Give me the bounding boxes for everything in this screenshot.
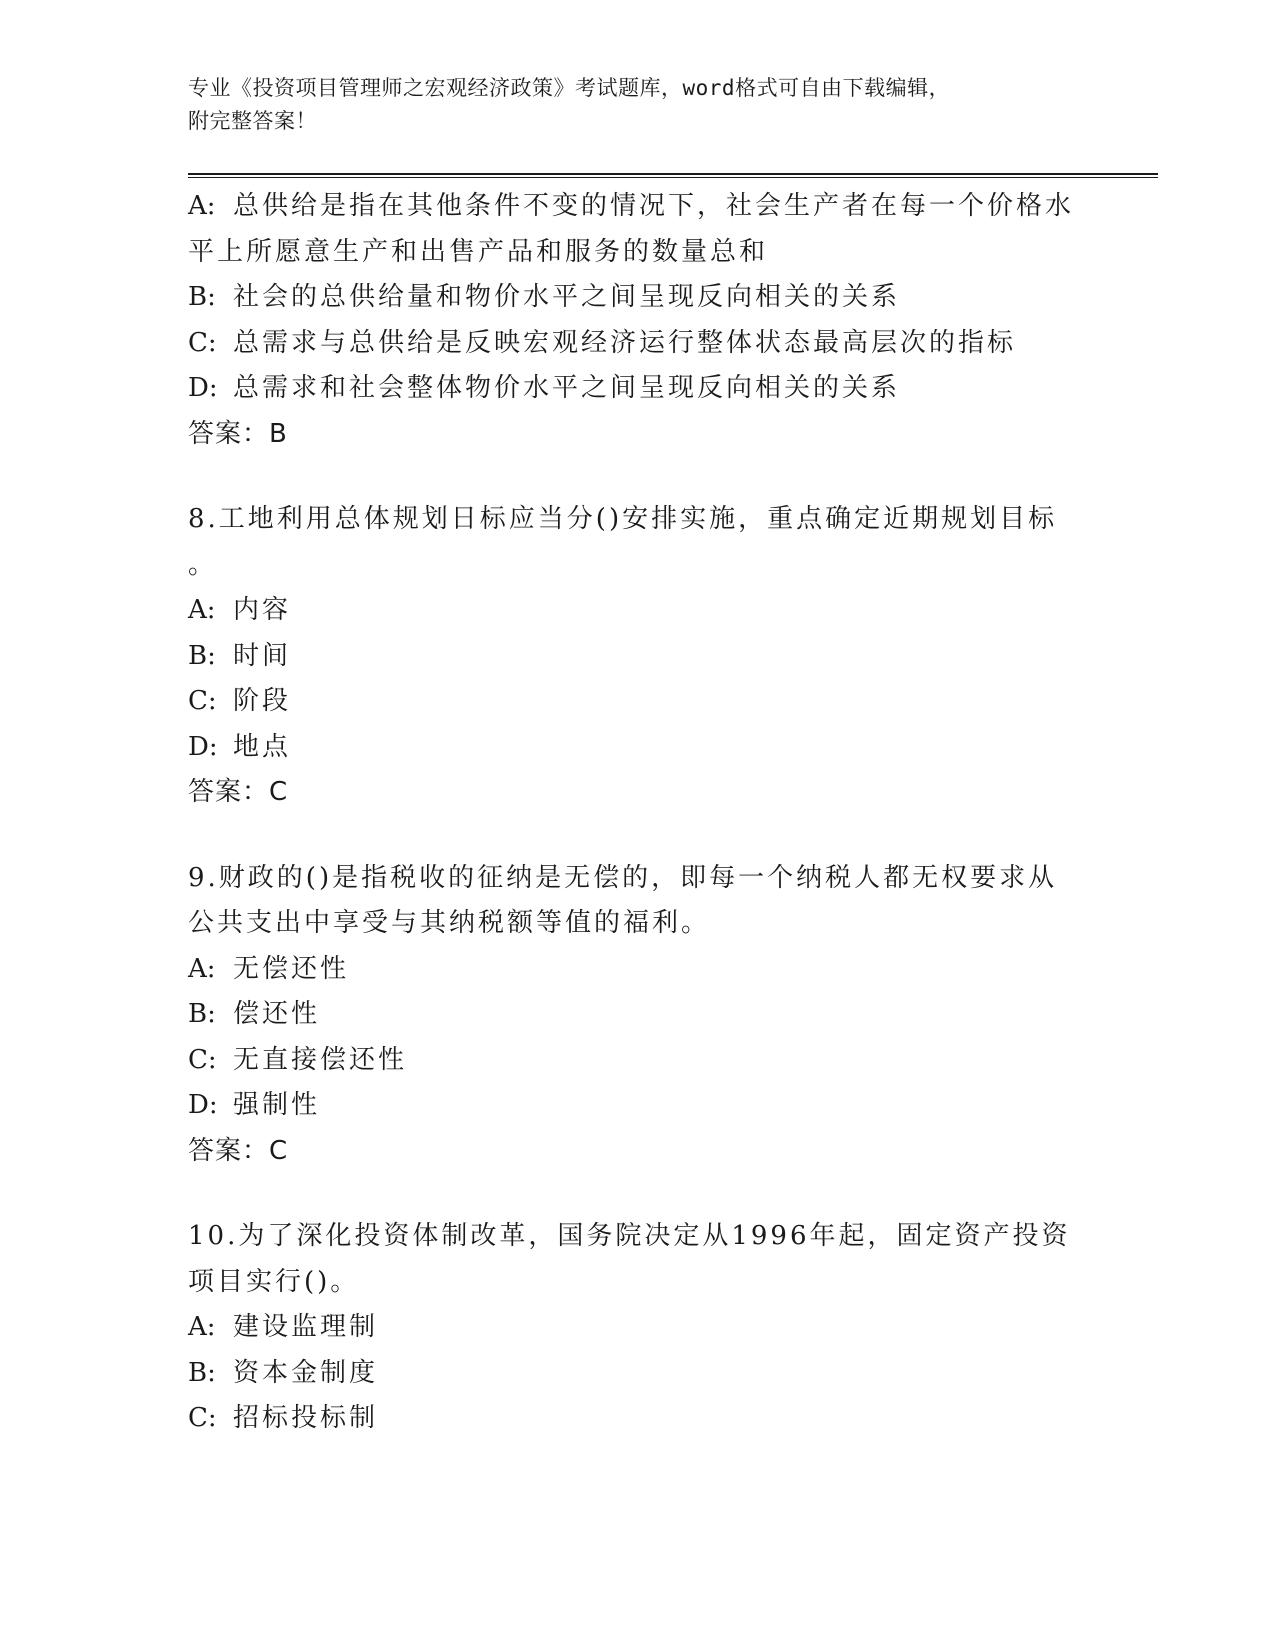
option-text: 阶段 <box>233 686 292 716</box>
option-b <box>188 275 1158 321</box>
option-key: C: <box>188 1044 217 1075</box>
question-stem-continued: 公共支出中享受与其纳税额等值的福利。 <box>188 908 711 938</box>
option-text: 强制性 <box>233 1090 321 1120</box>
option-key: D: <box>188 731 218 762</box>
option-key: B: <box>188 282 216 312</box>
option-c <box>188 1396 1158 1442</box>
question-stem: 10.为了深化投资体制改革，国务院决定从1996年起，固定资产投资 <box>188 1221 1071 1251</box>
option-key: C: <box>188 327 217 358</box>
question-stem: 9.财政的()是指税收的征纳是无偿的，即每一个纳税人都无权要求从 <box>188 862 1058 893</box>
option-text: 总需求和社会整体物价水平之间呈现反向相关的关系 <box>233 373 901 403</box>
option-text: 总供给是指在其他条件不变的情况下，社会生产者在每一个价格水 <box>233 191 1075 221</box>
option-a <box>188 1305 1158 1351</box>
option-text: 招标投标制 <box>233 1403 379 1433</box>
option-key: C: <box>188 1403 217 1433</box>
option-a <box>188 184 1158 230</box>
option-key: A: <box>188 1312 216 1342</box>
option-key: B: <box>188 1357 216 1388</box>
option-b <box>188 1351 1158 1397</box>
option-text: 内容 <box>233 595 292 625</box>
option-c <box>188 321 1158 367</box>
answer-text: 答案：C <box>188 1135 289 1166</box>
option-text: 无直接偿还性 <box>233 1044 408 1075</box>
option-text: 无偿还性 <box>233 953 350 984</box>
question-8 <box>188 497 1158 816</box>
option-text: 资本金制度 <box>233 1357 379 1388</box>
option-c <box>188 1038 1158 1084</box>
option-d <box>188 366 1158 412</box>
option-text: 偿还性 <box>233 999 321 1029</box>
header-divider <box>188 173 1158 178</box>
option-d <box>188 1083 1158 1129</box>
question-9 <box>188 856 1158 1175</box>
option-key: D: <box>188 1090 218 1120</box>
answer-text: 答案：B <box>188 418 288 449</box>
option-key: C: <box>188 686 217 716</box>
option-key: A: <box>188 191 216 221</box>
option-a <box>188 947 1158 993</box>
option-a <box>188 588 1158 634</box>
document-page <box>188 72 1158 1442</box>
option-key: B: <box>188 999 216 1029</box>
option-d <box>188 725 1158 771</box>
option-b <box>188 992 1158 1038</box>
option-text-continued: 平上所愿意生产和出售产品和服务的数量总和 <box>188 236 769 267</box>
header-line-1: 专业《投资项目管理师之宏观经济政策》考试题库，word格式可自由下载编辑， <box>188 76 951 100</box>
question-10 <box>188 1214 1158 1442</box>
option-text: 社会的总供给量和物价水平之间呈现反向相关的关系 <box>233 282 901 312</box>
header-line-2: 附完整答案！ <box>188 109 317 133</box>
prev-question-block <box>188 184 1158 457</box>
option-text: 建设监理制 <box>233 1312 379 1342</box>
question-content <box>188 184 1158 1442</box>
option-c <box>188 679 1158 725</box>
option-text: 时间 <box>233 640 292 671</box>
question-stem: 8.工地利用总体规划日标应当分()安排实施，重点确定近期规划目标 <box>188 504 1058 534</box>
option-key: A: <box>188 595 216 625</box>
option-key: B: <box>188 640 216 671</box>
answer-text: 答案：C <box>188 777 289 807</box>
option-key: D: <box>188 373 218 403</box>
option-text: 地点 <box>233 731 292 762</box>
question-stem-continued: 项目实行()。 <box>188 1266 360 1297</box>
option-key: A: <box>188 953 216 984</box>
option-b <box>188 634 1158 680</box>
question-stem-continued: 。 <box>188 549 218 580</box>
option-text: 总需求与总供给是反映宏观经济运行整体状态最高层次的指标 <box>233 327 1017 358</box>
